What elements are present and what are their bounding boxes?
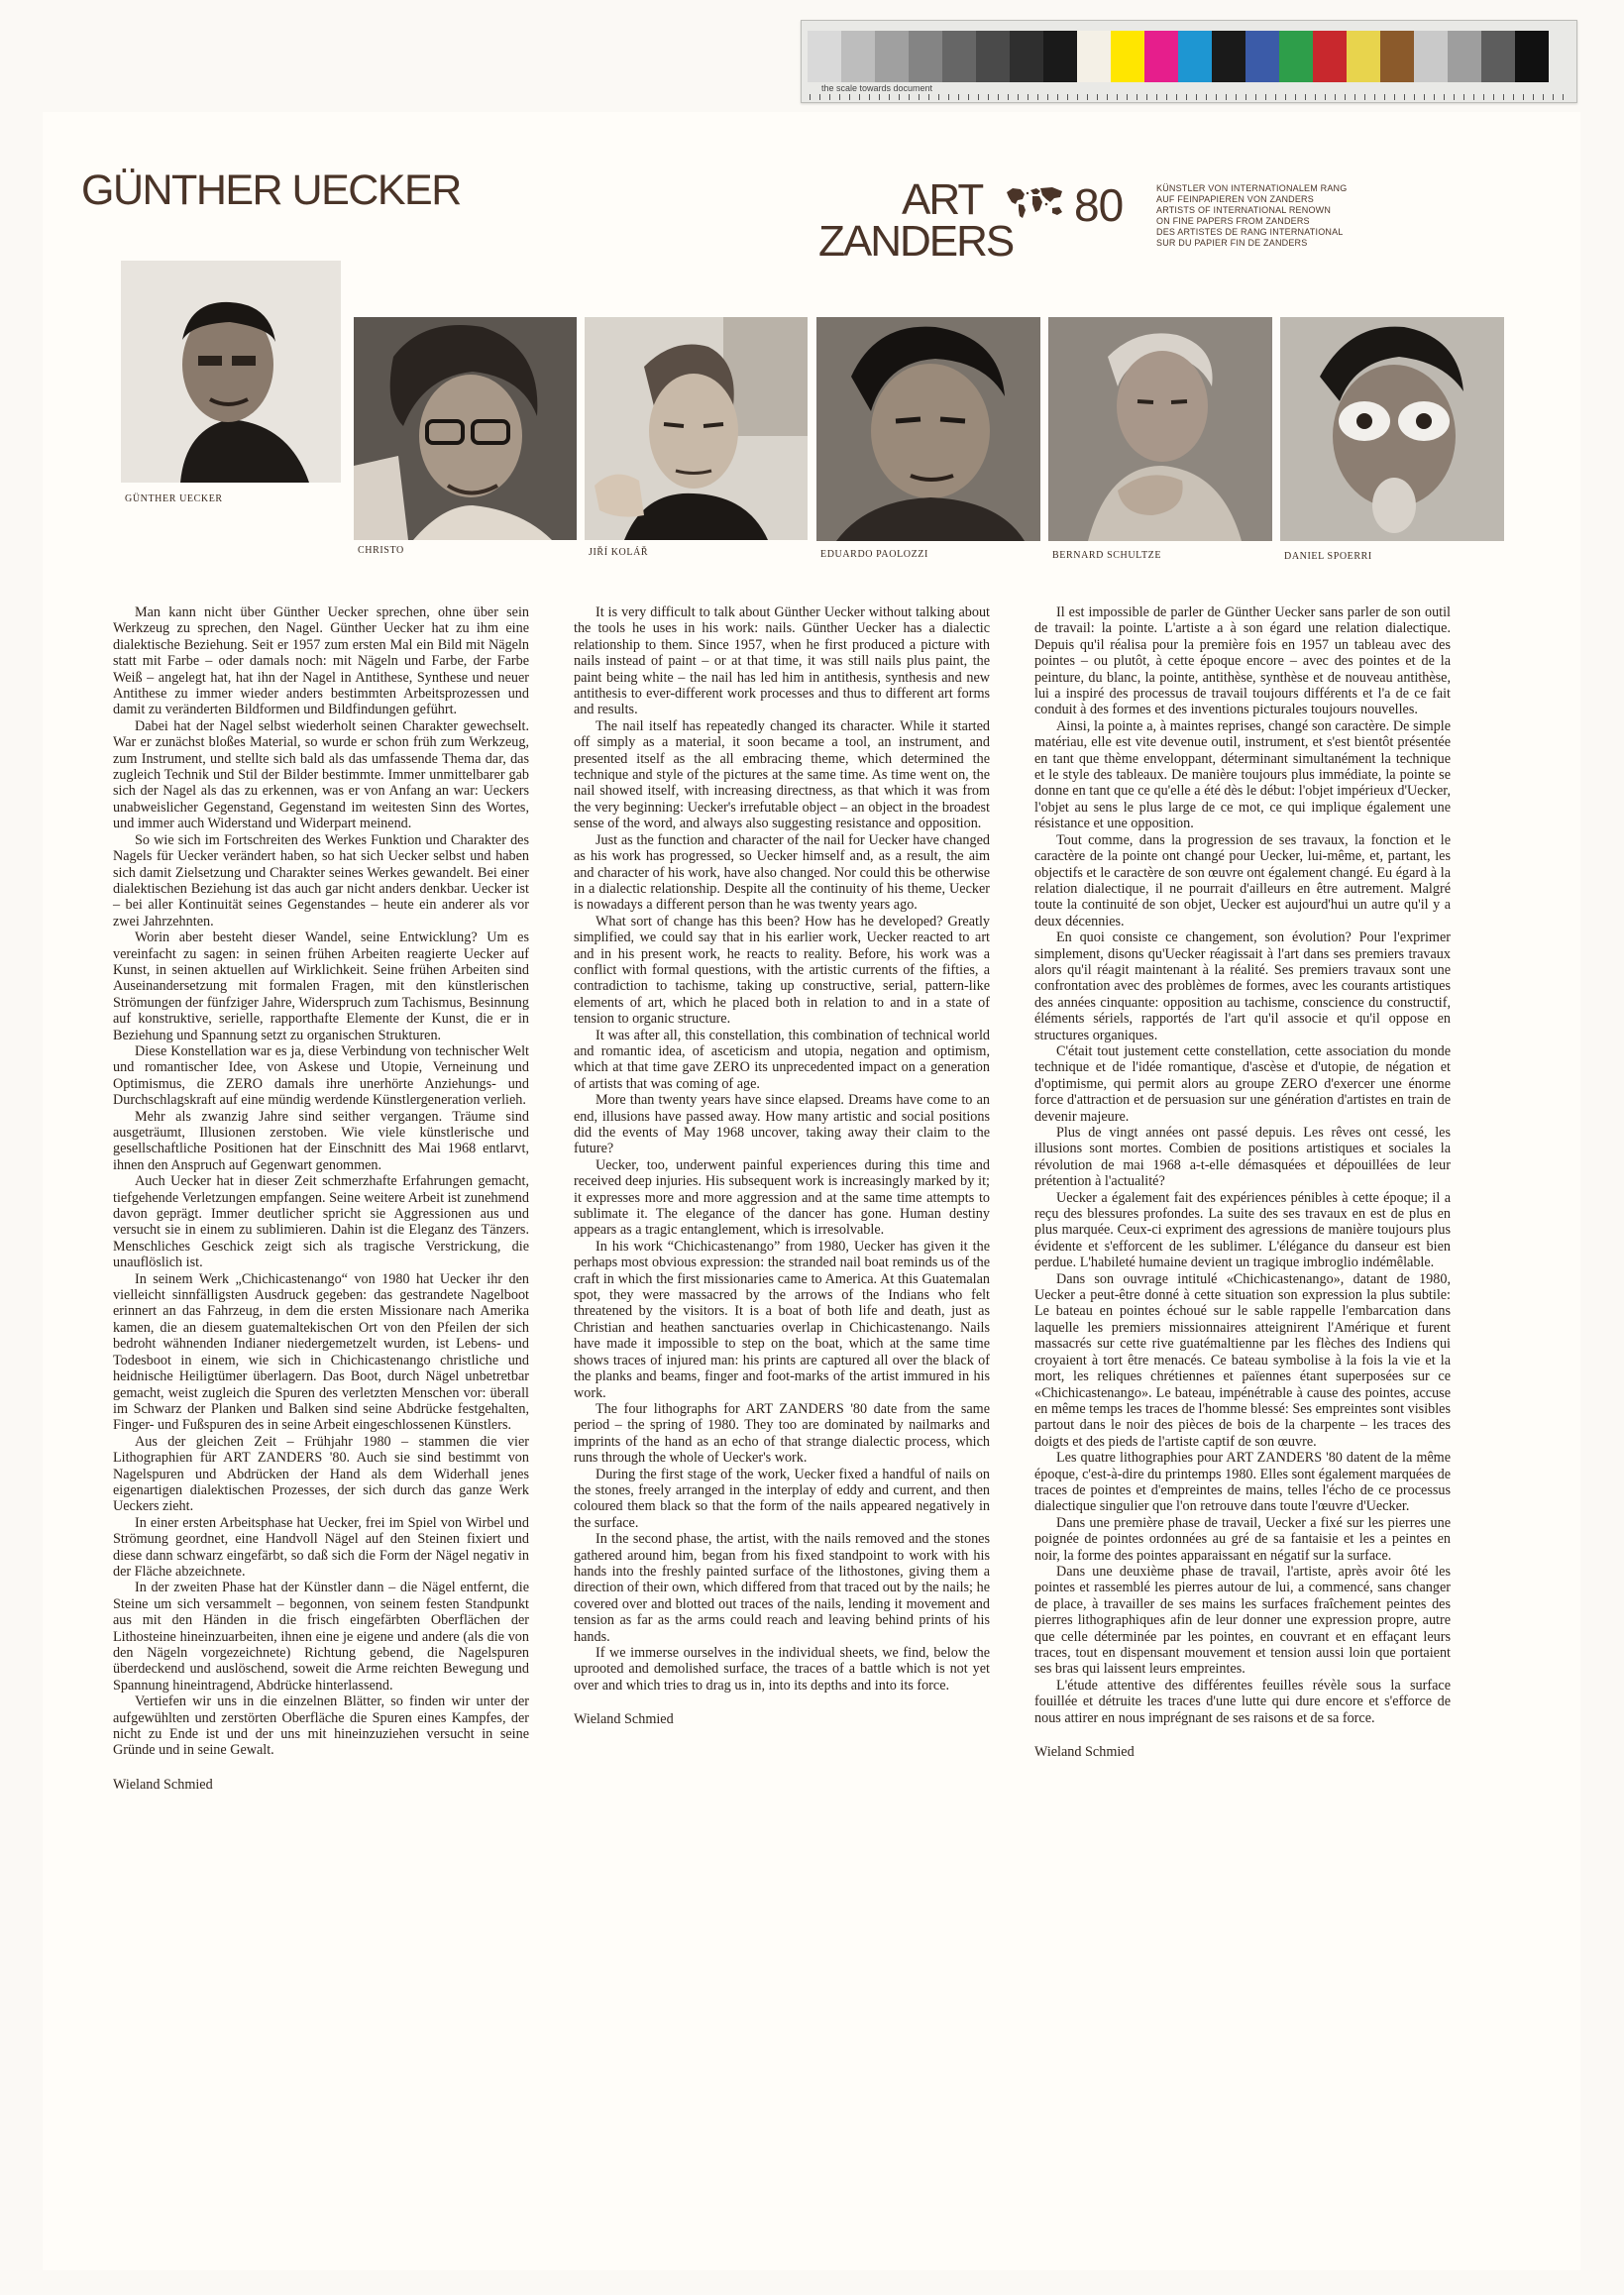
text-column-french <box>1034 604 1451 1760</box>
color-swatch <box>1245 31 1279 82</box>
paragraph: Aus der gleichen Zeit – Frühjahr 1980 – stammen die vier Lithographien für ART ZANDERS '80. Auch sie sind bestimmt von Nagelspuren und Abdrücken der Hand als dem Widerhall jenes eigenartigen dialektischen Prozesses, der sich durch das ganze Werk Ueckers zieht. <box>113 1433 529 1515</box>
paragraph: Uecker a également fait des expériences pénibles à cette époque; il a reçu des blessures profondes. La suite des ses travaux en est de plus en plus marquée. Ceux-ci expriment des agressions de manière toujours plus évidente et s'efforcent de les sublimer. L'élégance du danseur est bien perdue. L'habileté humaine devient un tragique imbroglio indémêlable. <box>1034 1189 1451 1271</box>
paragraph: Uecker, too, underwent painful experiences during this time and received deep injuries. His subsequent work is increasingly marked by it; it expresses more and more aggression and at the same time attempts to sublimate it. The elegance of the dancer has gone. Human destiny appears as a tragic entanglement, which is irresolvable. <box>574 1156 990 1239</box>
paragraph: So wie sich im Fortschreiten des Werkes Funktion und Charakter des Nagels für Uecker verändert haben, so hat sich Uecker selbst und haben sich damit Zielsetzung und Charakter seines Werkes gewandelt. Bei einer dialektischen Beziehung ist das auch gar nicht anders denkbar. Uecker ist – bei aller Kontinuität seines Gegenstandes – heute ein anderer als vor zwei Jahrzehnten. <box>113 831 529 929</box>
portrait-uecker <box>121 261 341 483</box>
portrait-caption: GÜNTHER UECKER <box>125 493 223 504</box>
portrait-kolar <box>585 317 808 540</box>
ruler-caption: the scale towards document <box>821 83 933 93</box>
paragraph: Tout comme, dans la progression de ses travaux, la fonction et le caractère de la pointe ont changé pour Uecker, lui-même, et, partant, les objectifs et le caractère de son œuvre ont également changé. Eu égard à la relation dialectique, il ne pourrait d'ailleurs en être autrement. Malgré toute la continuité de son objet, Uecker est aujourd'hui un autre qu'il y a deux décennies. <box>1034 831 1451 929</box>
color-swatch <box>1279 31 1313 82</box>
paragraph: More than twenty years have since elapsed. Dreams have come to an end, illusions have passed away. How many artistic and social positions did the events of May 1968 uncover, taking away their claim to the future? <box>574 1092 990 1157</box>
tagline-line: SUR DU PAPIER FIN DE ZANDERS <box>1156 238 1308 248</box>
world-map-icon <box>1003 182 1066 222</box>
paragraph: If we immerse ourselves in the individual sheets, we find, below the uprooted and demolished surface, the traces of a battle which is not yet over and which tries to drag us in, into its depths and into its force. <box>574 1645 990 1694</box>
color-swatch <box>1313 31 1347 82</box>
paragraph: Worin aber besteht dieser Wandel, seine Entwicklung? Um es vereinfacht zu sagen: in seinen frühen Arbeiten reagierte Uecker auf Kunst, in seinen aktuellen auf Wirklichkeit. Seine frühen Arbeiten sind Auseinandersetzung mit formalen Fragen, mit den künstlerischen Strömungen der fünfziger Jahre, Widerspruch zum Tachismus, Besinnung auf konstruktive, serielle, rapporthafte Elemente der Kunst, die er in Beziehung und Spannung setzt zu organischen Strukturen. <box>113 929 529 1043</box>
color-swatch <box>1448 31 1481 82</box>
brand-tagline <box>1156 183 1347 249</box>
color-swatch <box>942 31 976 82</box>
color-swatch <box>1077 31 1111 82</box>
color-swatch <box>808 31 841 82</box>
paragraph: Mehr als zwanzig Jahre sind seither vergangen. Träume sind ausgeträumt, Illusionen zerstoben. Wie viele künstlerische und gesellschaftliche Positionen hat der Einschnitt des Mai 1968 entlarvt, ihnen den Anspruch auf Gegenwart genommen. <box>113 1108 529 1173</box>
brand-year: 80 <box>1074 179 1124 231</box>
paragraph: During the first stage of the work, Uecker fixed a handful of nails on the stones, freely arranged in the interplay of eddy and current, and then coloured them black so that the form of the nails appeared negatively in the surface. <box>574 1466 990 1531</box>
portrait-spoerri <box>1280 317 1504 541</box>
color-swatch <box>1111 31 1144 82</box>
paragraph: The four lithographs for ART ZANDERS '80 date from the same period – the spring of 1980. They too are dominated by nailmarks and imprints of the hand as an echo of that strange dialectic process, which runs through the whole of Uecker's work. <box>574 1400 990 1467</box>
paragraph: C'était tout justement cette constellation, cette association du monde technique et de l'idée romantique, d'ascèse et d'utopie, de négation et d'optimisme, qui permit alors au groupe ZERO d'exercer une énorme force d'attraction et de persuasion sur une génération d'artistes en train de devenir majeure. <box>1034 1042 1451 1125</box>
brand-art: ART <box>902 175 983 224</box>
tagline-line: KÜNSTLER VON INTERNATIONALEM RANG <box>1156 183 1348 193</box>
paragraph: En quoi consiste ce changement, son évolution? Pour l'exprimer simplement, disons qu'Uecker réagissait à l'art dans ses premiers travaux alors qu'il réagit maintenant à la réalité. Ses premiers travaux sont une confrontation avec des problèmes de formes, avec les courants artistiques des années cinquante: opposition au tachisme, conscience du constructif, éléments sériels, rapportés de l'art qu'il associe et qu'il oppose en structures organiques. <box>1034 929 1451 1043</box>
paragraph: In einer ersten Arbeitsphase hat Uecker, frei im Spiel von Wirbel und Strömung geordnet, eine Handvoll Nägel auf den Steinen fixiert und diese dann schwarz eingefärbt, so daß sich die Form der Nägel negativ in der Fläche abzeichnete. <box>113 1514 529 1580</box>
tagline-line: ARTISTS OF INTERNATIONAL RENOWN <box>1156 205 1332 215</box>
color-swatch <box>1414 31 1448 82</box>
portrait-caption: JIŘÍ KOLÁŘ <box>589 547 649 558</box>
color-swatch <box>909 31 942 82</box>
brand-zanders: ZANDERS <box>818 217 1014 266</box>
portrait-caption: EDUARDO PAOLOZZI <box>820 549 928 560</box>
paragraph: L'étude attentive des différentes feuilles révèle sous la surface fouillée et détruite les traces d'une lutte qui dure encore et s'efforce de nous attirer en nous imprégnant de ses raisons et de sa force. <box>1034 1677 1451 1726</box>
paragraph: Vertiefen wir uns in die einzelnen Blätter, so finden wir unter der aufgewühlten und zerstörten Oberfläche die Spuren eines Kampfes, der nicht zu Ende ist und der uns mit hineinzuziehen versucht in seine Gründe und in seine Gewalt. <box>113 1694 529 1759</box>
paragraph: It is very difficult to talk about Günther Uecker without talking about the tools he uses in his work: nails. Günther Uecker has a dialectic relationship to them. Since 1957, when he first produced a picture with nails instead of paint – or at that time, it was still nails plus paint, the paint being white – the nail has led him in antithesis, synthesis and new antithesis to ever-different work processes and thus to different art forms and results. <box>574 604 990 718</box>
portrait-caption: DANIEL SPOERRI <box>1284 551 1372 562</box>
author-signature: Wieland Schmied <box>1034 1744 1135 1761</box>
color-swatch <box>1178 31 1212 82</box>
paragraph: The nail itself has repeatedly changed its character. While it started off simply as a material, it soon became a tool, an instrument, and presented itself as the all embracing theme, which determined the technique and style of the pictures at the same time. As time went on, the nail showed itself, with increasing directness, as that which it was from the very beginning: Uecker's irrefutable object – an object in the broadest sense of the word, and always also suggesting resistance and opposition. <box>574 717 990 832</box>
paragraph: In his work “Chichicastenango” from 1980, Uecker has given it the perhaps most obvious expression: the stranded nail boat reminds us of the craft in which the first missionaries came to America. At this Guatemalan spot, they were massacred by the arrows of the Indians who felt threatened by the visitors. It is a boat of both life and death, just as Christian and heathen sanctuaries overlap in Chichicastenango. Nails have made it impossible to step on the boat, which at the same time shows traces of injured man: his prints are captured all over the black of the planks and beams, finger and foot-marks of the artist immured in his work. <box>574 1238 990 1401</box>
color-swatch <box>1010 31 1043 82</box>
color-swatch <box>1481 31 1515 82</box>
tagline-line: DES ARTISTES DE RANG INTERNATIONAL <box>1156 227 1344 237</box>
art-zanders-logo <box>818 175 1136 268</box>
color-swatch-strip <box>808 31 1549 82</box>
paragraph: Il est impossible de parler de Günther Uecker sans parler de son outil de travail: la pointe. L'artiste a à son égard une relation dialectique. Depuis qu'il réalisa pour la première fois en 1957 un tableau avec des pointes – ou plutôt, à cette époque encore – avec des pointes et de la peinture, du blanc, la pointe, antithèse, synthèse et de nouveau antithèse, lui a inspiré des processus de travail toujours différents et l'a de ce fait conduit à des formes et des inventions picturales toujours nouvelles. <box>1034 604 1451 718</box>
paragraph: Diese Konstellation war es ja, diese Verbindung von technischer Welt und romantischer Idee, von Askese und Utopie, Verneinung und Optimismus, die ZERO damals ihre unerhörte Anziehungs- und Durchschlagskraft auf eine mündig werdende Künstlergeneration verlieh. <box>113 1042 529 1109</box>
tagline-line: ON FINE PAPERS FROM ZANDERS <box>1156 216 1310 226</box>
author-signature: Wieland Schmied <box>113 1776 213 1793</box>
portrait-christo <box>354 317 577 540</box>
tagline-line: AUF FEINPAPIEREN VON ZANDERS <box>1156 194 1314 204</box>
paragraph: Plus de vingt années ont passé depuis. Les rêves ont cessé, les illusions sont mortes. Combien de positions artistiques et sociales la révolution de mai 1968 a-t-elle démasquées et dépouillées de leur prétention à l'actualité? <box>1034 1125 1451 1190</box>
ruler-scale <box>810 94 1569 100</box>
portrait-caption: CHRISTO <box>358 545 404 556</box>
paragraph: In der zweiten Phase hat der Künstler dann – die Nägel entfernt, die Steine um sich versammelt – begonnen, von seinem festen Standpunkt aus mit den Händen in die frisch eingefärbten Oberflächen der Lithosteine hineinzuarbeiten, ihnen eine je eigene und andere (als die von den Nägeln vorgezeichnete) Richtung gebend, die Nagelspuren überdeckend und auslöschend, soweit die Arme reichten Bewegung und Spannung hineintragend, Abdrücke hinterlassend. <box>113 1580 529 1694</box>
color-swatch <box>1515 31 1549 82</box>
color-swatch <box>1144 31 1178 82</box>
paragraph: It was after all, this constellation, this combination of technical world and romantic idea, of asceticism and utopia, negation and optimism, which at that time gave ZERO its unprecedented impact on a generation of artists that was coming of age. <box>574 1027 990 1092</box>
color-swatch <box>976 31 1010 82</box>
color-swatch <box>1043 31 1077 82</box>
paragraph: Ainsi, la pointe a, à maintes reprises, changé son caractère. De simple matériau, elle est vite devenue outil, instrument, et s'est bientôt présentée en tant que thème enveloppant, déterminant simultanément la technique et le style des tableaux. De manière toujours plus immédiate, la pointe se donne en tant que ce qu'elle a été dès le début: l'objet impérieux d'Uecker, l'objet au sens le plus large de ce mot, ce qui implique également une résistance et une opposition. <box>1034 717 1451 832</box>
paragraph: In the second phase, the artist, with the nails removed and the stones gathered around him, began from his fixed standpoint to work with his hands into the freshly painted surface of the lithostones, giving them a direction of their own, which differed from that traced out by the nails; he covered over and blotted out traces of the nails, lending it movement and tension as far as the arms could reach and leaving behind prints of his hands. <box>574 1531 990 1645</box>
paragraph: Les quatre lithographies pour ART ZANDERS '80 datent de la même époque, c'est-à-dire du printemps 1980. Elles sont également marquées de traces de pointes et d'empreintes de mains, telles l'écho de ce processus dialectique singulier que l'on retrouve dans toute l'œuvre d'Uecker. <box>1034 1450 1451 1515</box>
paragraph: What sort of change has this been? How has he developed? Greatly simplified, we could say that in his earlier work, Uecker reacted to art and in his present work, he reacts to reality. Before, his work was a conflict with formal questions, with the artistic currents of the fifties, a contradiction to tachisme, taking up constructive, serial, pattern-like elements of art, which he placed both in relation to and in a state of tension to organic structure. <box>574 913 990 1028</box>
portrait-caption: BERNARD SCHULTZE <box>1052 550 1162 561</box>
text-column-german <box>113 604 529 1793</box>
portrait-paolozzi <box>816 317 1040 541</box>
paragraph: Dans une première phase de travail, Uecker a fixé sur les pierres une poignée de pointes ordonnées au gré de sa fantaisie et les a peintes en noir, la forme des pointes apparaissant en négatif sur la surface. <box>1034 1514 1451 1564</box>
paragraph: Just as the function and character of the nail for Uecker have changed as his work has progressed, so Uecker himself and, as a result, the aim and character of his work, have also changed. Nor could this be otherwise in a dialectic relationship. Despite all the continuity of his theme, Uecker is nowadays a different person than he was twenty years ago. <box>574 831 990 914</box>
color-swatch <box>841 31 875 82</box>
color-swatch <box>1380 31 1414 82</box>
color-calibration-ruler <box>801 20 1577 103</box>
paragraph: Auch Uecker hat in dieser Zeit schmerzhafte Erfahrungen gemacht, tiefgehende Verletzungen empfangen. Seine weitere Arbeit ist zunehmend davon geprägt. Immer deutlicher spricht sie Aggressionen aus und versucht sie in einem zu sublimieren. Dahin ist die Eleganz des Tänzers. Menschliches Geschick zeigt sich als tragische Verstrickung, die unauflöslich ist. <box>113 1173 529 1271</box>
portrait-schultze <box>1048 317 1272 541</box>
text-column-english <box>574 604 990 1728</box>
color-swatch <box>875 31 909 82</box>
paragraph: Dans son ouvrage intitulé «Chichicastenango», datant de 1980, Uecker a peut-être donné à cette situation son expression la plus subtile: Le bateau en pointes échoué sur le sable rappelle l'embarcation dans laquelle les premiers missionnaires atteignirent l'Amérique et furent massacrés sur cette rive guatémaltienne par les flèches des Indiens qui croyaient à tort être menacés. Ce bateau symbolise à la fois la vie et la mort, les reliques chrétiennes et païennes étant superposées sur ce «Chichicastenango». Le bateau, impénétrable à cause des pointes, accuse en même temps les traces de l'homme blessé: Ses empreintes sont visibles partout dans le noir des pièces de bois de la charpente – les traces des doigts et des pieds de l'artiste captif de son œuvre. <box>1034 1270 1451 1450</box>
color-swatch <box>1212 31 1245 82</box>
paragraph: Man kann nicht über Günther Uecker sprechen, ohne über sein Werkzeug zu sprechen, den Nagel. Günther Uecker hat zu ihm eine dialektische Beziehung. Seit er 1957 zum ersten Mal ein Bild mit Nägeln statt mit Farbe – oder damals noch: mit Nägeln und Farbe, der Farbe Weiß – angelegt hat, hat ihn der Nagel in Antithese, Synthese und neuer Antithese zu immer wieder anders bestimmten Arbeitsprozessen und damit zu veränderten Bildformen und Bildfindungen geführt. <box>113 604 529 718</box>
author-signature: Wieland Schmied <box>574 1711 674 1728</box>
color-swatch <box>1347 31 1380 82</box>
page-title: GÜNTHER UECKER <box>81 166 461 214</box>
paragraph: Dans une deuxième phase de travail, l'artiste, après avoir ôté les pointes et rassemblé les pierres autour de lui, a commencé, sans changer de place, à travailler de ses mains les surfaces fraîchement peintes des pierres lithographiques afin de leur donner une expression propre, autre que celle déterminée par les pointes, en couvrant et en effaçant leurs traces, tout en dispensant mouvement et tension aussi loin que portaient ses bras qui laissent leurs empreintes. <box>1034 1563 1451 1678</box>
paragraph: In seinem Werk „Chichicastenango“ von 1980 hat Uecker ihr den vielleicht sinnfälligsten Ausdruck gegeben: das gestrandete Nagelboot erinnert an das Fahrzeug, in dem die ersten Missionare nach Amerika kamen, die an diesem guatemaltekischen Ort von den Pfeilen der sich bedroht wähnenden Indianer niedergemetzelt wurden, ist Lebens- und Todesboot in einem, wie sich in Chichicastenango christliche und heidnische Heiligtümer überlagern. Das Boot, durch Nägel unbetretbar gemacht, weist zugleich die Spuren des verletzten Menschen vor: überall im Schwarz der Planken und Balken sind seine Abdrücke festgehalten, Finger- und Fußspuren des in seine Arbeit eingeschlossenen Künstlers. <box>113 1270 529 1434</box>
paragraph: Dabei hat der Nagel selbst wiederholt seinen Charakter gewechselt. War er zunächst bloßes Material, so wurde er schon früh zum Werkzeug, zum Instrument, und stellte sich bald als das umfassende Thema dar, das zugleich Technik und Stil der Bilder bestimmte. Immer unmittelbarer gab sich der Nagel als das zu erkennen, was er von Anfang an war: Ueckers unabweislicher Gegenstand, Gegenstand im weitesten Sinn des Wortes, und immer auch Widerstand und Widerpart meinend. <box>113 717 529 832</box>
